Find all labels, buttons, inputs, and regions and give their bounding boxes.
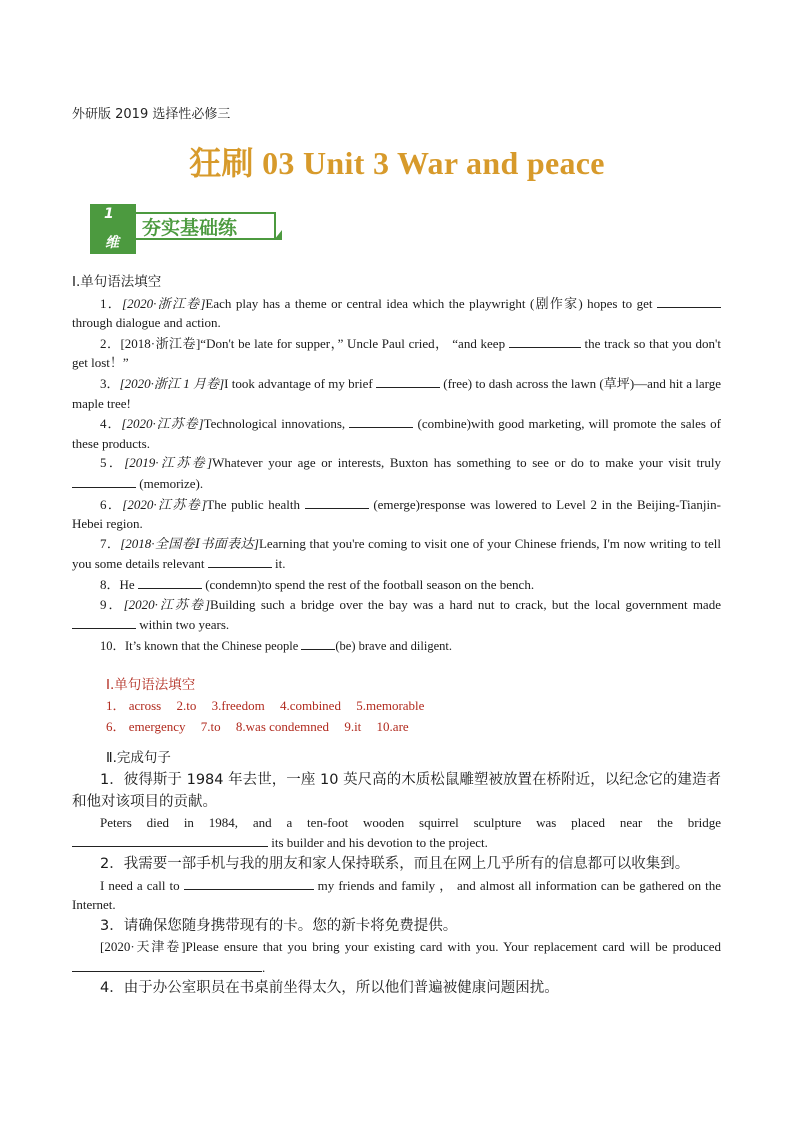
answer-blank[interactable] — [72, 473, 136, 488]
answer-item: 6． emergency — [106, 719, 186, 735]
question-text: it. — [271, 556, 286, 572]
question-text: Technological innovations, — [203, 416, 350, 432]
question-7 — [72, 534, 721, 574]
question-text: (free) to dash across the lawn (草坪)—and hit a large maple tree! — [72, 375, 721, 411]
banner-corner-decoration — [274, 230, 282, 240]
question-9 — [72, 595, 721, 635]
answer-blank[interactable] — [208, 553, 272, 568]
question-4 — [72, 413, 721, 453]
sentence-1-english — [72, 813, 721, 853]
answer-item: 5.memorable — [356, 697, 425, 713]
question-text: (condemn)to spend the rest of the football season on the bench. — [201, 576, 535, 592]
question-text: He — [119, 576, 138, 592]
sentence-text: I need a call to — [100, 877, 184, 893]
answers-heading: Ⅰ.单句语法填空 — [106, 677, 196, 694]
sentence-text: my friends and family ， and almost all information can be gathered on the Internet. — [72, 877, 721, 913]
level-badge — [90, 204, 136, 254]
level-wei: 维 — [105, 235, 119, 251]
answer-item: 4.combined — [279, 697, 341, 713]
question-source: [2019·江苏卷] — [124, 455, 213, 471]
answer-blank[interactable] — [657, 293, 721, 308]
answer-item: 3.freedom — [211, 697, 265, 713]
level-label: 夯实基础练 — [136, 212, 276, 240]
section2-heading: Ⅱ.完成句子 — [106, 750, 171, 767]
answer-item: 1． across — [106, 697, 162, 713]
sentence-1-chinese: 1．彼得斯于 1984 年去世，一座 10 英尺高的木质松鼠雕塑被放置在桥附近，以纪念它的建造者和他对该项目的贡献。 — [72, 771, 721, 810]
question-source: [2020·江苏卷] — [123, 596, 211, 612]
answer-blank[interactable] — [509, 333, 581, 348]
question-3 — [72, 373, 721, 413]
content — [72, 273, 721, 999]
answers-row-2 — [72, 717, 721, 737]
question-text: (emerge)response was lowered to Level 2 in the Beijing-Tianjin-Hebei region. — [72, 496, 721, 532]
sentence-text: its builder and his devotion to the project. — [268, 835, 488, 851]
question-text: Learning that you're coming to visit one of your Chinese friends, I'm now writing to tell you some details relevant — [72, 535, 721, 572]
question-text: (combine)with good marketing, will promote the sales of these products. — [72, 416, 721, 451]
question-text: Whatever your age or interests, Buxton has something to see or do to make your visit truly — [212, 455, 721, 471]
question-8 — [72, 574, 721, 595]
question-5 — [72, 453, 721, 493]
spacer — [72, 656, 721, 676]
sentence-3-english — [72, 937, 721, 977]
answers-row-1 — [72, 696, 721, 716]
question-source: [2018·全国卷Ⅰ书面表达] — [120, 535, 259, 551]
question-source: [2018·浙江卷] — [120, 335, 201, 351]
question-number: 1． — [100, 295, 123, 311]
sentence-3-chinese: 3．请确保您随身携带现有的卡。您的新卡将免费提供。 — [100, 918, 458, 935]
sentence-text: Please ensure that you bring your existing card with you. Your replacement card will be produced — [185, 939, 721, 955]
level-number: 1 — [104, 206, 114, 222]
answer-item: 8.was condemned — [235, 719, 330, 735]
question-number: 4． — [100, 416, 122, 432]
question-source: [2020·浙江卷] — [122, 295, 206, 311]
question-source: [2020·江苏卷] — [121, 416, 204, 432]
question-text: the track so that you don't get lost！” — [72, 335, 721, 371]
question-number: 10． — [100, 638, 126, 653]
question-number: 6． — [100, 496, 123, 512]
answer-item: 9.it — [344, 719, 362, 735]
question-text: I took advantage of my brief — [224, 375, 376, 391]
answer-blank[interactable] — [305, 494, 369, 509]
sentence-source: [2020·天津卷] — [100, 939, 186, 955]
sentence-2-english — [72, 875, 721, 915]
question-number: 5． — [100, 455, 125, 471]
question-10 — [72, 635, 721, 657]
section1-heading: Ⅰ.单句语法填空 — [72, 274, 162, 290]
sentence-2-chinese: 2．我需要一部手机与我的朋友和家人保持联系，而且在网上几乎所有的信息都可以收集到。 — [100, 855, 690, 872]
question-2 — [72, 333, 721, 373]
answer-blank[interactable] — [72, 614, 136, 629]
question-6 — [72, 494, 721, 534]
answer-item: 7.to — [200, 719, 221, 735]
sentence-4-chinese: 4．由于办公室职员在书桌前坐得太久，所以他们普遍被健康问题困扰。 — [100, 980, 559, 997]
question-text: It’s known that the Chinese people — [125, 638, 302, 653]
question-text: The public health — [206, 496, 305, 512]
answer-blank[interactable] — [138, 574, 202, 589]
sentence-text: Peters died in 1984, and a ten-foot wooden squirrel sculpture was placed near the bridge — [100, 814, 721, 830]
spacer — [72, 737, 721, 749]
answer-blank[interactable] — [72, 957, 262, 972]
question-source: [2020·浙江 1 月卷] — [119, 375, 225, 391]
question-text: through dialogue and action. — [72, 315, 221, 331]
question-number: 9． — [100, 596, 124, 612]
question-text: Each play has a theme or central idea which the playwright (剧作家) hopes to get — [205, 295, 657, 311]
question-number: 2． — [100, 335, 121, 351]
question-text: Building such a bridge over the bay was a hard nut to crack, but the local government made — [210, 596, 721, 612]
question-number: 7． — [100, 535, 121, 551]
answer-blank[interactable] — [349, 413, 413, 428]
question-text: “Don't be late for supper，” Uncle Paul cried， “and keep — [200, 335, 509, 351]
answer-blank[interactable] — [184, 875, 314, 890]
publisher-header: 外研版 2019 选择性必修三 — [72, 107, 231, 122]
answer-blank[interactable] — [376, 373, 440, 388]
answer-item: 10.are — [376, 719, 409, 735]
answer-blank[interactable] — [301, 635, 335, 650]
question-text: (be) brave and diligent. — [335, 638, 452, 653]
page-title: 狂刷 03 Unit 3 War and peace — [189, 145, 605, 181]
question-1 — [72, 293, 721, 333]
question-number: 3． — [100, 375, 120, 391]
answer-blank[interactable] — [72, 832, 268, 847]
question-text: (memorize). — [136, 475, 204, 491]
answer-item: 2.to — [176, 697, 197, 713]
question-number: 8． — [100, 576, 120, 592]
question-text: within two years. — [136, 617, 230, 633]
level-banner — [90, 204, 290, 254]
sentence-text: . — [262, 959, 266, 975]
question-source: [2020·江苏卷] — [122, 496, 207, 512]
